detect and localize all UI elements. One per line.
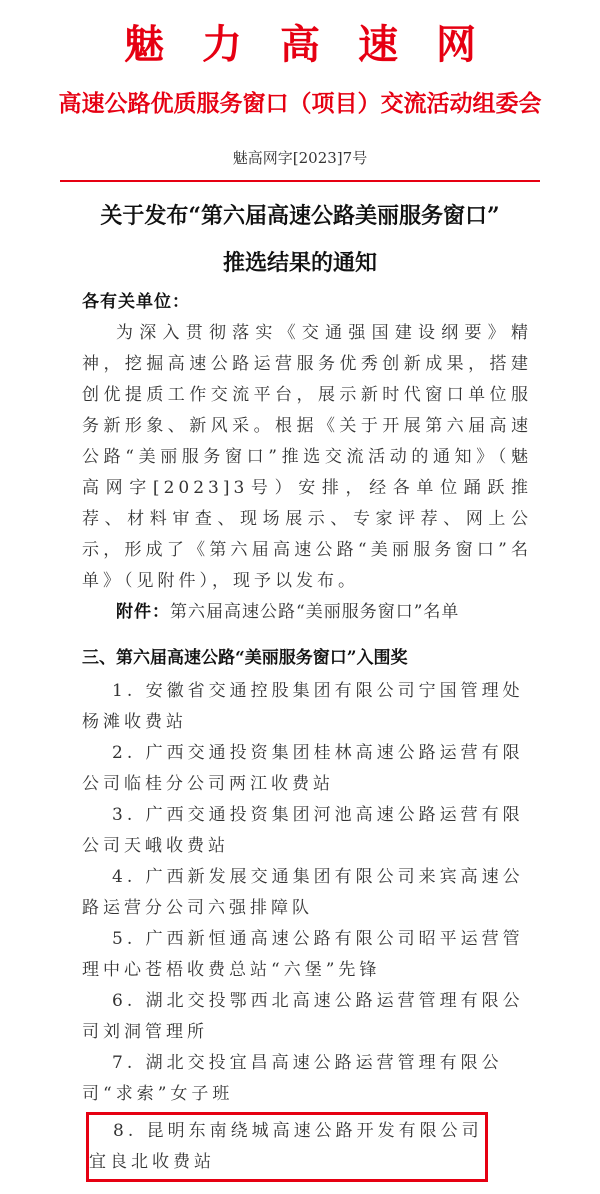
- award-list: [82, 676, 532, 1194]
- org-name: 魅力高速网: [124, 21, 514, 68]
- committee-name: 高速公路优质服务窗口（项目）交流活动组委会: [58, 90, 542, 117]
- salutation: 各有关单位：: [82, 292, 190, 312]
- list-item: 4. 广西新发展交通集团有限公司来宾高速公路运营分公司六强排障队: [82, 867, 524, 918]
- notice-body: [82, 287, 532, 1194]
- list-item-highlighted: 8. 昆明东南绕城高速公路开发有限公司宜良北收费站: [86, 1112, 488, 1182]
- attachment-label: 附件：: [116, 602, 170, 622]
- attachment-text: 第六届高速公路“美丽服务窗口”名单: [170, 602, 460, 622]
- list-item: 1. 安徽省交通控股集团有限公司宁国管理处杨滩收费站: [82, 681, 524, 732]
- section-heading: 三、第六届高速公路“美丽服务窗口”入围奖: [82, 648, 408, 668]
- body-paragraph: 为深入贯彻落实《交通强国建设纲要》精神，挖掘高速公路运营服务优秀创新成果，搭建创优提质工作交流平台，展示新时代窗口单位服务新形象、新风采。根据《关于开展第六届高速公路“美丽服务窗口”推选交流活动的通知》（魅高网字[2023]3号）安排，经各单位踊跃推荐、材料审查、现场展示、专家评荐、网上公示，形成了《第六届高速公路“美丽服务窗口”名单》（见附件），现予以发布。: [82, 323, 532, 591]
- list-item: 3. 广西交通投资集团河池高速公路运营有限公司天峨收费站: [82, 805, 524, 856]
- notice-title-line1: 关于发布“第六届高速公路美丽服务窗口”: [100, 203, 500, 229]
- list-item: 7. 湖北交投宜昌高速公路运营管理有限公司“求索”女子班: [82, 1053, 503, 1104]
- list-item: 2. 广西交通投资集团桂林高速公路运营有限公司临桂分公司两江收费站: [82, 743, 524, 794]
- document-number: 魅高网字[2023]7号: [232, 149, 368, 167]
- header-divider: [60, 180, 540, 182]
- attachment-line: [82, 597, 532, 628]
- list-item: 6. 湖北交投鄂西北高速公路运营管理有限公司刘洞管理所: [82, 991, 524, 1042]
- list-item: 5. 广西新恒通高速公路有限公司昭平运营管理中心苍梧收费总站“六堡”先锋: [82, 929, 524, 980]
- notice-title-line2: 推选结果的通知: [222, 250, 377, 276]
